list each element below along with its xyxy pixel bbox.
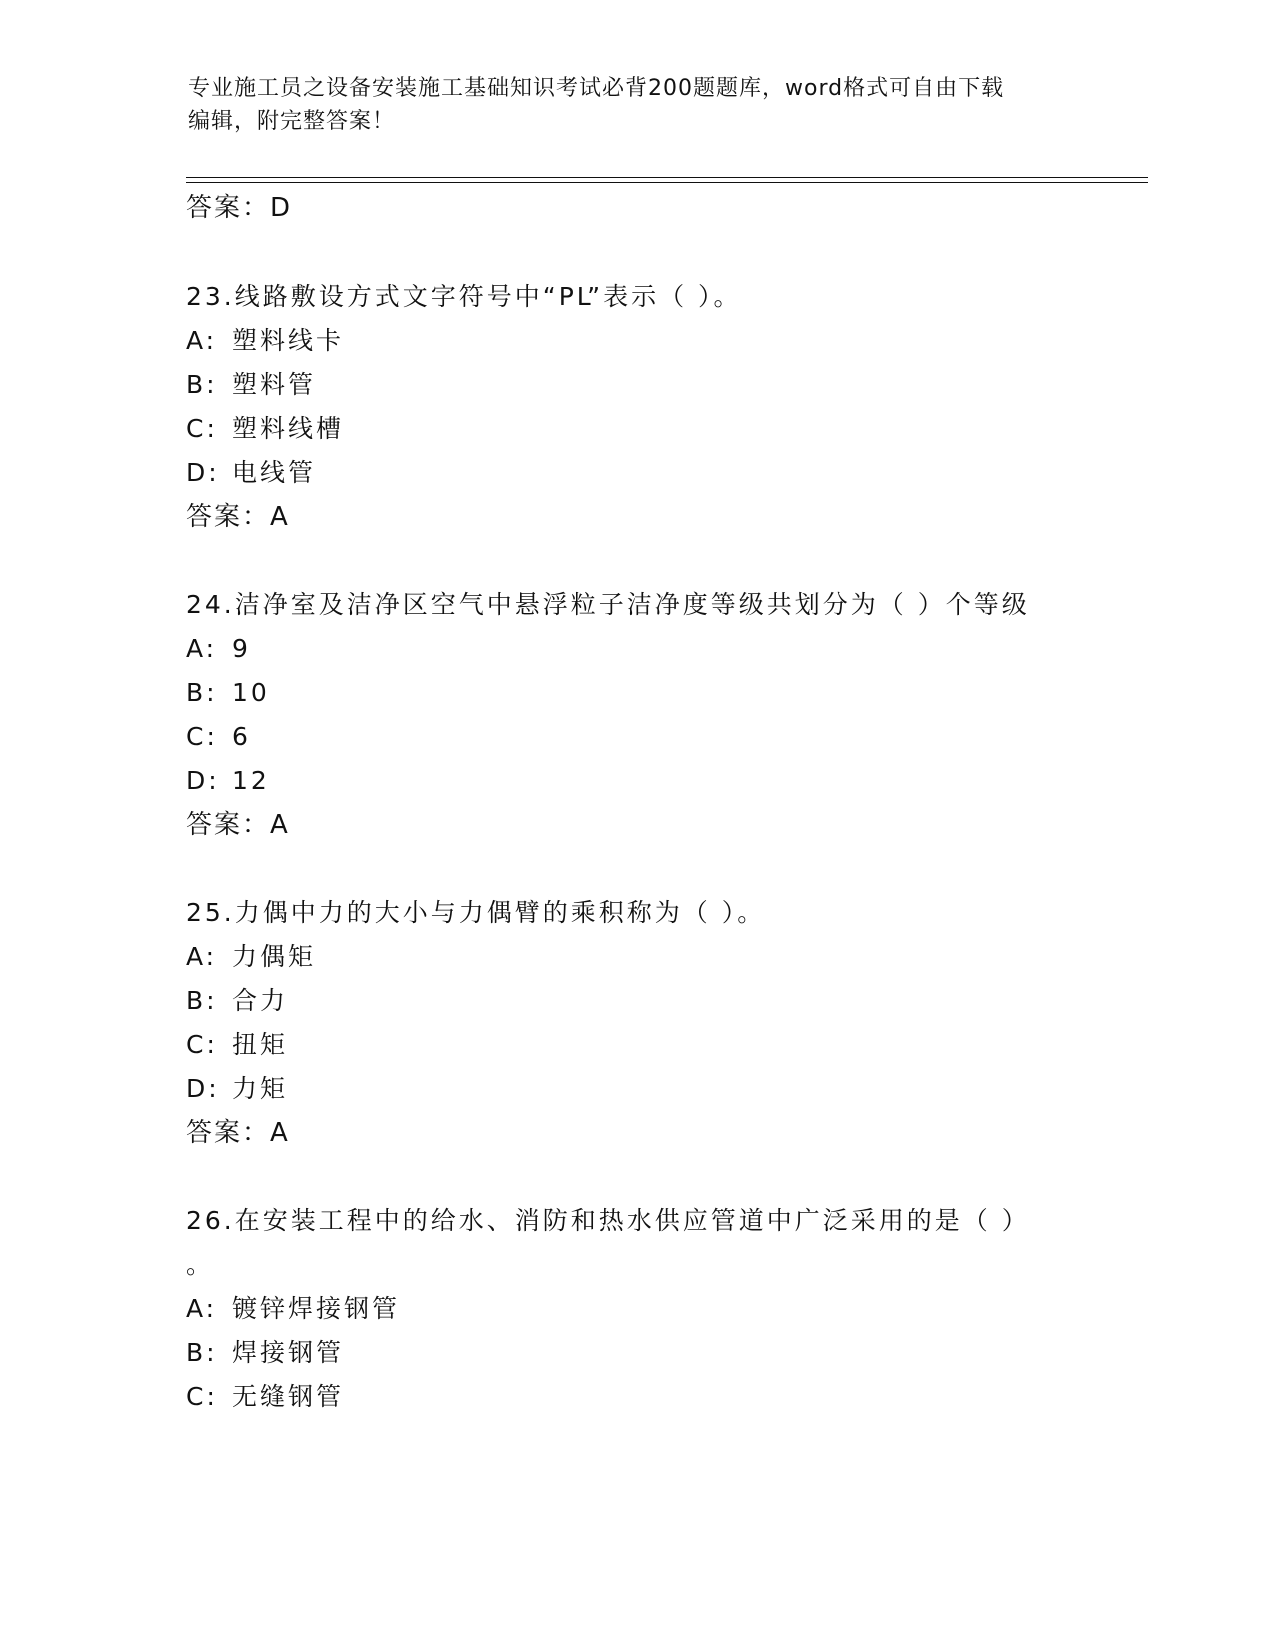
option-label: B:: [186, 678, 218, 707]
option-label: A:: [186, 326, 218, 355]
question-stem-continuation: 。: [186, 1250, 215, 1279]
header-line-2: 编辑，附完整答案！: [188, 109, 396, 134]
option-item: [186, 1030, 288, 1060]
option-item: [186, 1382, 344, 1412]
option-label: D:: [186, 1074, 220, 1103]
question-stem: 25.力偶中力的大小与力偶臂的乘积称为（ ）。: [186, 898, 766, 927]
option-text: 力矩: [232, 1074, 289, 1103]
option-text: 塑料线槽: [232, 414, 345, 443]
option-label: A:: [186, 634, 218, 663]
option-text: 合力: [232, 986, 289, 1015]
option-item: [186, 942, 316, 972]
option-item: [186, 678, 270, 708]
option-text: 焊接钢管: [232, 1338, 345, 1367]
option-item: [186, 458, 316, 488]
option-item: [186, 414, 344, 444]
option-text: 9: [232, 634, 251, 663]
question-stem: 23.线路敷设方式文字符号中“PL”表示（ ）。: [186, 282, 742, 311]
option-label: B:: [186, 370, 218, 399]
option-item: [186, 986, 288, 1016]
option-item: [186, 722, 251, 752]
option-text: 电线管: [232, 458, 317, 487]
option-text: 12: [232, 766, 270, 795]
option-label: A:: [186, 942, 218, 971]
previous-answer: 答案：D: [186, 193, 293, 223]
option-item: [186, 766, 270, 796]
option-label: C:: [186, 1382, 218, 1411]
option-label: D:: [186, 766, 220, 795]
option-text: 扭矩: [232, 1030, 289, 1059]
header-divider-bottom: [186, 182, 1148, 183]
option-label: B:: [186, 1338, 218, 1367]
header-line-1: 专业施工员之设备安装施工基础知识考试必背200题题库，word格式可自由下载: [188, 76, 1005, 101]
option-label: D:: [186, 458, 220, 487]
option-text: 力偶矩: [232, 942, 317, 971]
document-header: [188, 72, 1068, 138]
option-text: 塑料线卡: [232, 326, 345, 355]
answer-line: 答案：A: [186, 810, 290, 840]
option-item: [186, 326, 344, 356]
option-item: [186, 1074, 288, 1104]
option-item: [186, 634, 251, 664]
answer-line: 答案：A: [186, 1118, 290, 1148]
question-stem: 26.在安装工程中的给水、消防和热水供应管道中广泛采用的是（ ）: [186, 1206, 1030, 1235]
question-stem: 24.洁净室及洁净区空气中悬浮粒子洁净度等级共划分为（ ）个等级: [186, 590, 1030, 619]
option-label: B:: [186, 986, 218, 1015]
answer-line: 答案：A: [186, 502, 290, 532]
option-label: A:: [186, 1294, 218, 1323]
option-label: C:: [186, 722, 218, 751]
option-item: [186, 370, 316, 400]
option-item: [186, 1338, 344, 1368]
option-text: 6: [232, 722, 251, 751]
option-label: C:: [186, 1030, 218, 1059]
option-text: 无缝钢管: [232, 1382, 345, 1411]
option-label: C:: [186, 414, 218, 443]
option-item: [186, 1294, 400, 1324]
option-text: 10: [232, 678, 270, 707]
option-text: 镀锌焊接钢管: [232, 1294, 401, 1323]
option-text: 塑料管: [232, 370, 317, 399]
header-divider-top: [186, 177, 1148, 178]
